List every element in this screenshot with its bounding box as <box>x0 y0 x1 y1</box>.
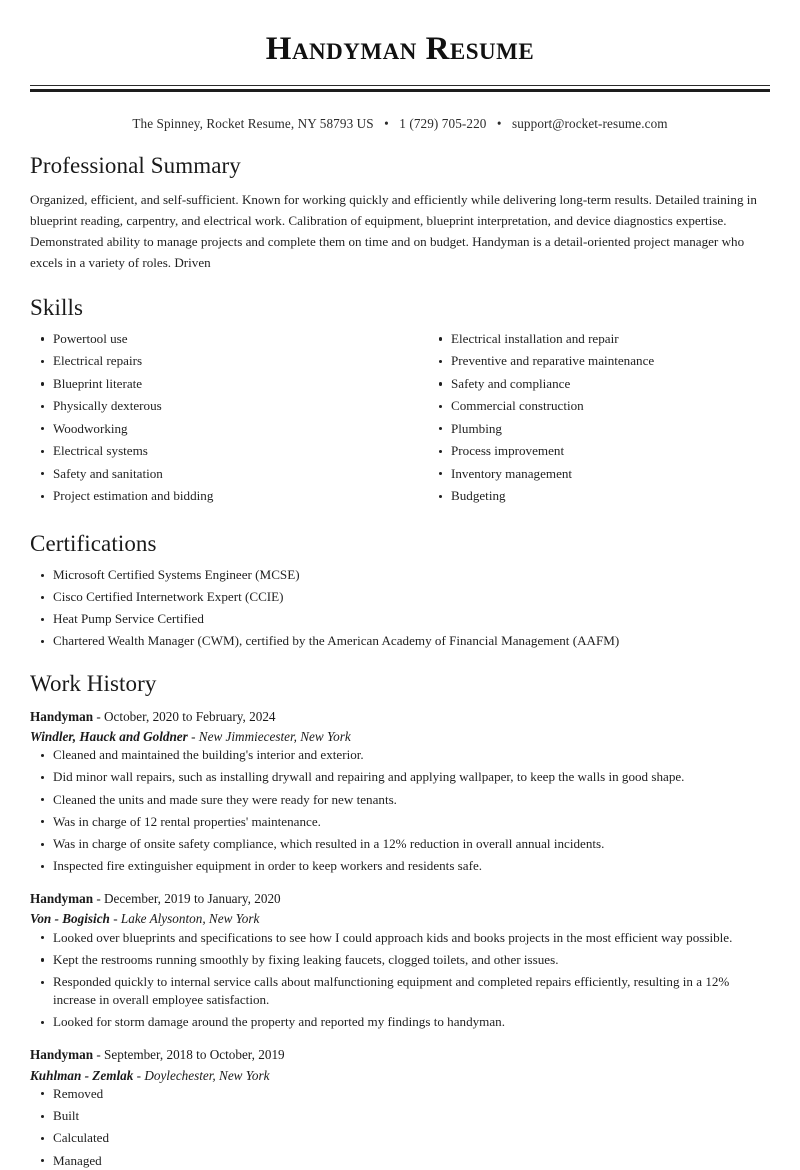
job-separator: - <box>96 1047 101 1063</box>
list-item: Kept the restrooms running smoothly by fixing leaking faucets, clogged toilets, and other issues. <box>30 951 770 969</box>
list-item: Electrical systems <box>30 442 400 460</box>
list-item: Process improvement <box>428 442 770 460</box>
section-professional-summary <box>30 153 770 273</box>
skills-heading: Skills <box>30 294 84 320</box>
list-item: Removed <box>30 1085 770 1103</box>
list-item: Powertool use <box>30 330 400 348</box>
list-item: Looked for storm damage around the property and reported my findings to handyman. <box>30 1013 770 1031</box>
list-item: Electrical repairs <box>30 352 400 370</box>
contact-separator-1: • <box>384 116 389 132</box>
job-title: Handyman <box>30 891 94 907</box>
list-item: Calculated <box>30 1129 770 1147</box>
list-item: Inspected fire extinguisher equipment in order to keep workers and residents safe. <box>30 857 770 875</box>
job-location: Doylechester, New York <box>144 1067 270 1083</box>
list-item: Cisco Certified Internetwork Expert (CCIE) <box>30 588 770 606</box>
contact-line <box>30 116 770 132</box>
list-item: Cleaned and maintained the building's interior and exterior. <box>30 746 770 764</box>
job-company-line <box>30 1066 770 1085</box>
page-title: Handyman Resume <box>265 31 535 67</box>
contact-separator-2: • <box>496 116 502 132</box>
header-divider <box>30 85 770 92</box>
job-company: Windler, Hauck and Goldner <box>30 728 188 744</box>
job-title-line <box>30 707 770 726</box>
job-dates: October, 2020 to February, 2024 <box>104 708 276 724</box>
list-item: Safety and compliance <box>428 375 770 393</box>
certifications-list <box>30 566 770 650</box>
list-item: Heat Pump Service Certified <box>30 610 770 628</box>
job-company: Von - Bogisich <box>30 911 110 927</box>
list-item: Did minor wall repairs, such as installing drywall and repairing and applying wallpaper, to keep the walls in good shape. <box>30 768 770 786</box>
job-dates: December, 2019 to January, 2020 <box>104 891 281 907</box>
job-title: Handyman <box>30 1047 94 1063</box>
list-item: Looked over blueprints and specifications to see how I could approach kids and books projects in the most efficient way possible. <box>30 929 770 947</box>
summary-heading: Professional Summary <box>30 153 241 179</box>
skills-list-right <box>428 330 770 505</box>
job-title-line <box>30 1045 770 1064</box>
job-location: Lake Alysonton, New York <box>120 911 260 927</box>
list-item: Commercial construction <box>428 397 770 415</box>
job-company: Kuhlman - Zemlak <box>30 1067 134 1083</box>
work-history-entry <box>30 889 770 1031</box>
list-item: Project estimation and bidding <box>30 487 400 505</box>
divider-thick-line <box>30 89 770 92</box>
job-title-line <box>30 889 770 908</box>
list-item: Microsoft Certified Systems Engineer (MCSE) <box>30 566 770 584</box>
job-dates: September, 2018 to October, 2019 <box>104 1047 285 1063</box>
certifications-heading: Certifications <box>30 530 157 556</box>
job-separator: - <box>113 911 118 927</box>
job-separator: - <box>96 891 101 907</box>
skills-column-right <box>400 330 770 510</box>
list-item: Was in charge of 12 rental properties' maintenance. <box>30 813 770 831</box>
job-company-line <box>30 727 770 746</box>
list-item: Woodworking <box>30 420 400 438</box>
contact-address: The Spinney, Rocket Resume, NY 58793 US <box>132 116 374 132</box>
contact-phone: 1 (729) 705-220 <box>399 116 487 132</box>
job-location: New Jimmiecester, New York <box>198 728 351 744</box>
job-title: Handyman <box>30 708 94 724</box>
section-certifications <box>30 531 770 651</box>
skills-columns <box>30 330 770 510</box>
skills-column-left <box>30 330 400 510</box>
list-item: Chartered Wealth Manager (CWM), certified by the American Academy of Financial Management (AAFM) <box>30 632 770 650</box>
work-history-entry <box>30 1045 770 1169</box>
list-item: Plumbing <box>428 420 770 438</box>
job-bullets-list <box>30 929 770 1032</box>
job-bullets-list <box>30 1085 770 1170</box>
job-bullets-list <box>30 746 770 875</box>
list-item: Blueprint literate <box>30 375 400 393</box>
list-item: Cleaned the units and made sure they were ready for new tenants. <box>30 791 770 809</box>
list-item: Was in charge of onsite safety compliance, which resulted in a 12% reduction in overall annual incidents. <box>30 835 770 853</box>
list-item: Preventive and reparative maintenance <box>428 352 770 370</box>
job-separator: - <box>136 1067 142 1083</box>
skills-list-left <box>30 330 400 505</box>
list-item: Safety and sanitation <box>30 465 400 483</box>
list-item: Budgeting <box>428 487 770 505</box>
contact-email: support@rocket-resume.com <box>512 116 668 132</box>
work-history-heading: Work History <box>30 671 157 697</box>
list-item: Electrical installation and repair <box>428 330 770 348</box>
list-item: Managed <box>30 1152 770 1170</box>
list-item: Responded quickly to internal service calls about malfunctioning equipment and completed repairs efficiently, resulting in a 12% increase in overall employee satisfaction. <box>30 973 770 1009</box>
list-item: Physically dexterous <box>30 397 400 415</box>
job-separator: - <box>96 708 101 724</box>
list-item: Built <box>30 1107 770 1125</box>
job-separator: - <box>191 728 196 744</box>
work-history-entry <box>30 707 770 876</box>
section-skills <box>30 295 770 510</box>
job-company-line <box>30 909 770 928</box>
list-item: Inventory management <box>428 465 770 483</box>
section-work-history <box>30 671 770 1169</box>
summary-text: Organized, efficient, and self-sufficient. Known for working quickly and efficiently while delivering long-term results. Detailed training in blueprint reading, carpentry, and electrical work. Calibration of equipment, blueprint interpretation, and device diagnostics expertise. Demonstrated ability to manage projects and complete them on time and on budget. Handyman is a detail-oriented project manager who excels in a variety of roles. Driven <box>30 191 757 271</box>
